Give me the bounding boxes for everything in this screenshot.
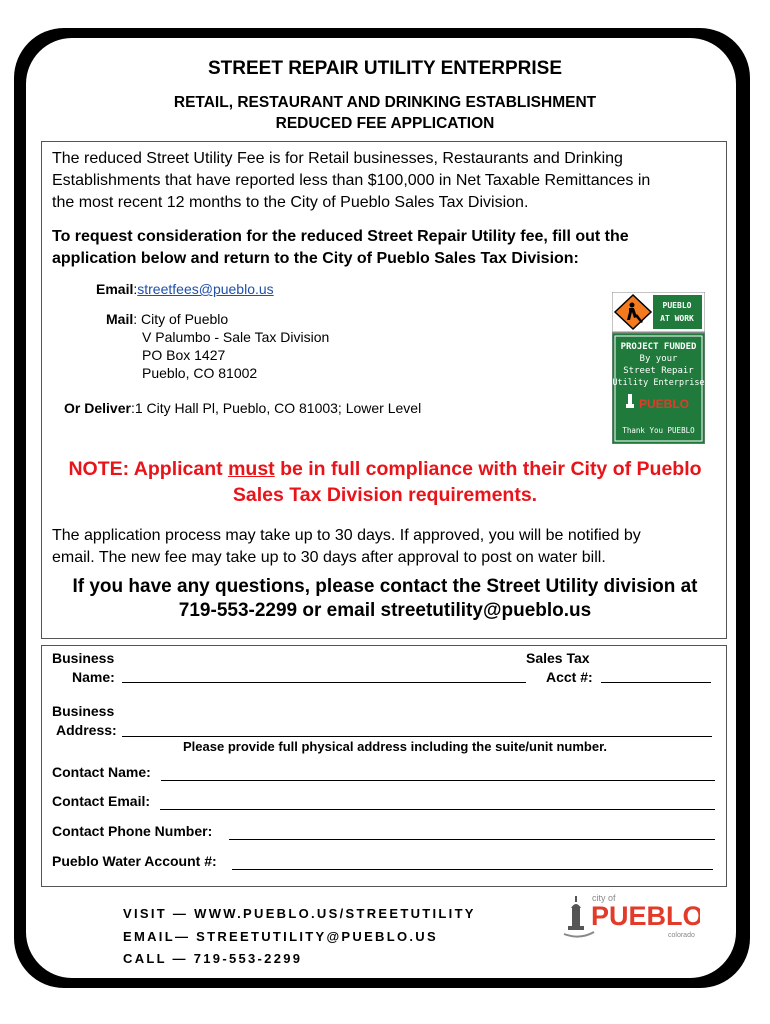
page-title: STREET REPAIR UTILITY ENTERPRISE	[207, 58, 562, 79]
intro-line: The reduced Street Utility Fee is for Retail businesses, Restaurants and Drinking	[52, 150, 623, 167]
project-funded-sign-graphic	[612, 292, 705, 444]
sign-line3: Street Repair	[623, 366, 694, 376]
label-line: Name:	[72, 669, 115, 685]
email-label: Email	[96, 281, 134, 297]
sales-tax-acct-field[interactable]	[601, 666, 711, 683]
label-line: Acct #:	[546, 669, 593, 685]
contact-name-label: Contact Name:	[52, 764, 151, 780]
contact-phone-field[interactable]	[229, 823, 715, 840]
mail-label: Mail	[106, 311, 134, 327]
mail-line: Pueblo, CO 81002	[142, 365, 258, 381]
mail-line: PO Box 1427	[142, 347, 226, 363]
mail-line: City of Pueblo	[141, 311, 229, 327]
process-line: email. The new fee may take up to 30 days after approval to post on water bill.	[52, 549, 606, 566]
process-line: The application process may take up to 30 days. If approved, you will be notified by	[52, 527, 641, 544]
sales-tax-label	[526, 649, 593, 687]
footer-call[interactable]: CALL — 719-553-2299	[123, 951, 303, 966]
footer-visit[interactable]: VISIT — WWW.PUEBLO.US/STREETUTILITY	[123, 906, 476, 921]
questions-block	[0, 575, 770, 623]
label-line: Business	[52, 703, 115, 719]
deliver-label: Or Deliver	[64, 400, 131, 416]
note-text: be in full compliance with their City of Pueblo	[274, 458, 702, 480]
request-line: application below and return to the City of Pueblo Sales Tax Division:	[52, 250, 579, 267]
mail-line: V Palumbo - Sale Tax Division	[142, 329, 330, 345]
contact-email-label: Contact Email:	[52, 793, 151, 809]
water-account-label: Pueblo Water Account #:	[52, 853, 217, 869]
pueblo-logo-graphic	[560, 888, 700, 944]
deliver-row: Or Deliver:1 City Hall Pl, Pueblo, CO 81003; Lower Level	[64, 400, 422, 416]
intro-line: the most recent 12 months to the City of Pueblo Sales Tax Division.	[52, 194, 529, 211]
questions-line: If you have any questions, please contact the Street Utility division at	[72, 576, 698, 597]
footer-email[interactable]: EMAIL— STREETUTILITY@PUEBLO.US	[123, 929, 438, 944]
request-paragraph	[52, 226, 722, 270]
contact-phone-label: Contact Phone Number:	[52, 823, 213, 839]
pueblo-logo	[560, 888, 700, 944]
sign-top-line1: PUEBLO	[662, 301, 692, 310]
sign-line2: By your	[639, 354, 678, 364]
logo-state: colorado	[668, 932, 695, 939]
business-name-field[interactable]	[122, 666, 526, 683]
email-link[interactable]: streetfees@pueblo.us	[137, 281, 274, 297]
logo-name: PUEBLO	[591, 901, 700, 931]
deliver-value: 1 City Hall Pl, Pueblo, CO 81003; Lower Level	[134, 400, 422, 416]
note-text: NOTE: Applicant	[68, 458, 229, 480]
intro-paragraph	[52, 148, 722, 214]
sign-thanks: Thank You PUEBLO	[622, 426, 695, 435]
label-line: Business	[52, 650, 115, 666]
project-funded-sign	[612, 292, 705, 444]
sign-line4: Utility Enterprise	[612, 378, 705, 388]
mail-block: Mail: City of Pueblo V Palumbo - Sale Tax Division PO Box 1427 Pueblo, CO 81002	[106, 311, 330, 381]
sign-logo-text: PUEBLO	[638, 397, 690, 411]
sign-top-line2: AT WORK	[660, 314, 694, 323]
compliance-note	[0, 456, 770, 508]
process-paragraph	[52, 525, 722, 569]
note-emphasis: must	[228, 458, 275, 480]
request-line: To request consideration for the reduced Street Repair Utility fee, fill out the	[52, 228, 629, 245]
label-line: Address:	[56, 722, 117, 738]
contact-name-field[interactable]	[161, 764, 715, 781]
email-row: Email:streetfees@pueblo.us	[96, 281, 274, 297]
business-address-field[interactable]	[122, 720, 712, 737]
note-line2: Sales Tax Division requirements.	[232, 484, 538, 506]
page-subtitle-line2: REDUCED FEE APPLICATION	[275, 115, 495, 132]
sign-line1: PROJECT FUNDED	[620, 342, 697, 352]
label-line: Sales Tax	[526, 650, 590, 666]
business-address-label	[52, 702, 117, 740]
address-note: Please provide full physical address including the suite/unit number.	[183, 739, 608, 754]
water-account-field[interactable]	[232, 853, 713, 870]
contact-email-field[interactable]	[160, 793, 715, 810]
intro-line: Establishments that have reported less than $100,000 in Net Taxable Remittances in	[52, 172, 651, 189]
page-subtitle-line1: RETAIL, RESTAURANT AND DRINKING ESTABLISHMENT	[173, 94, 597, 111]
business-name-label	[52, 649, 115, 687]
questions-line: 719-553-2299 or email streetutility@pueblo.us	[178, 600, 592, 621]
logo-city-of: city of	[592, 893, 616, 903]
